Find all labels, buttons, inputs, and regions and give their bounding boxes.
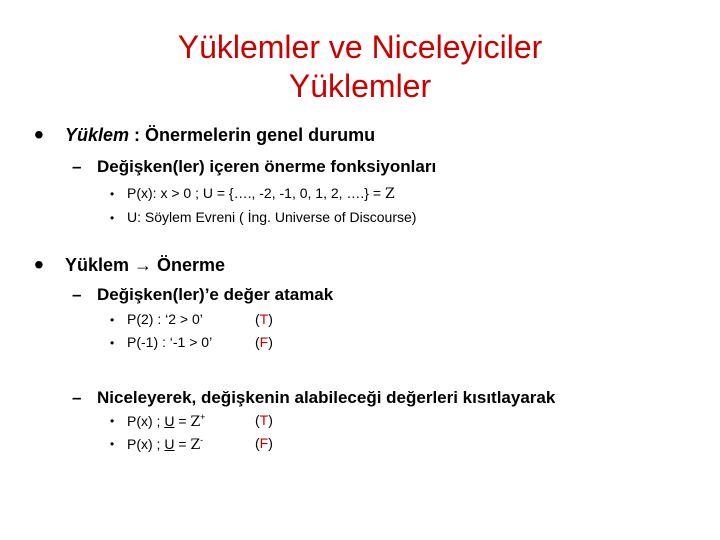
item-zminus-value — [255, 435, 273, 451]
item-universe: U: Söylem Evreni ( İng. Universe of Discourse) — [127, 209, 417, 225]
paren-close: ) — [268, 412, 273, 428]
truth-value-false: F — [259, 334, 269, 350]
zminus-eq: = — [174, 436, 191, 452]
title-line-2: Yüklemler — [288, 68, 432, 104]
item-pm1-value — [255, 334, 273, 350]
small-bullet-5: • — [110, 414, 115, 428]
sub-bullet-1: Değişken(ler) içeren önerme fonksiyonları — [97, 157, 437, 176]
small-bullet-6: • — [110, 437, 115, 451]
item-pm1-expr: P(-1) : ‘-1 > 0’ — [127, 334, 213, 350]
paren-open: ( — [255, 412, 260, 428]
zminus-prefix: P(x) ; — [127, 436, 165, 452]
item-zminus-expr — [127, 435, 203, 453]
paren-open: ( — [255, 435, 260, 451]
sub-bullet-3: Niceleyerek, değişkenin alabileceği değerleri kısıtlayarak — [97, 388, 556, 407]
integers-symbol: Z — [384, 186, 395, 202]
truth-value-false: F — [259, 435, 269, 451]
paren-close: ) — [268, 435, 273, 451]
zplus-eq: = — [174, 413, 191, 429]
dash-3: – — [72, 388, 82, 407]
item-zplus-value — [255, 412, 273, 428]
small-bullet-3: • — [110, 313, 115, 327]
zminus-u: U — [164, 436, 175, 452]
small-bullet-4: • — [110, 336, 115, 350]
dash-2: – — [72, 285, 82, 304]
zplus-u: U — [164, 413, 175, 429]
integers-symbol: Z — [190, 414, 201, 430]
item-p2-expr: P(2) : ‘2 > 0’ — [127, 311, 203, 327]
title-line-1: Yüklemler ve Niceleyiciler — [177, 29, 543, 65]
bullet-1-text — [65, 125, 375, 146]
bullet-2-glyph: • — [34, 249, 44, 280]
item-px-definition — [127, 185, 395, 202]
small-bullet-1: • — [110, 187, 115, 201]
paren-open: ( — [255, 311, 260, 327]
slide-title — [0, 28, 720, 106]
paren-open: ( — [255, 334, 260, 350]
truth-value-true: T — [259, 311, 269, 327]
bullet-2-text: Yüklem → Önerme — [65, 255, 226, 275]
plus-superscript: + — [200, 412, 206, 422]
truth-value-true: T — [259, 412, 269, 428]
integers-symbol: Z — [190, 437, 201, 453]
sub-bullet-2: Değişken(ler)’e değer atamak — [97, 285, 334, 304]
yuklem-label: Yüklem — [65, 125, 130, 145]
item-zplus-expr — [127, 412, 205, 430]
yuklem-definition: : Önermelerin genel durumu — [129, 125, 376, 145]
zplus-prefix: P(x) ; — [127, 413, 165, 429]
paren-close: ) — [268, 311, 273, 327]
paren-close: ) — [268, 334, 273, 350]
bullet-1-glyph: • — [34, 119, 44, 150]
px-definition-text: P(x): x > 0 ; U = {…., -2, -1, 0, 1, 2, ….} = — [127, 185, 385, 201]
item-p2-value — [255, 311, 273, 327]
small-bullet-2: • — [110, 211, 115, 225]
dash-1: – — [72, 157, 82, 176]
minus-superscript: - — [200, 435, 204, 445]
